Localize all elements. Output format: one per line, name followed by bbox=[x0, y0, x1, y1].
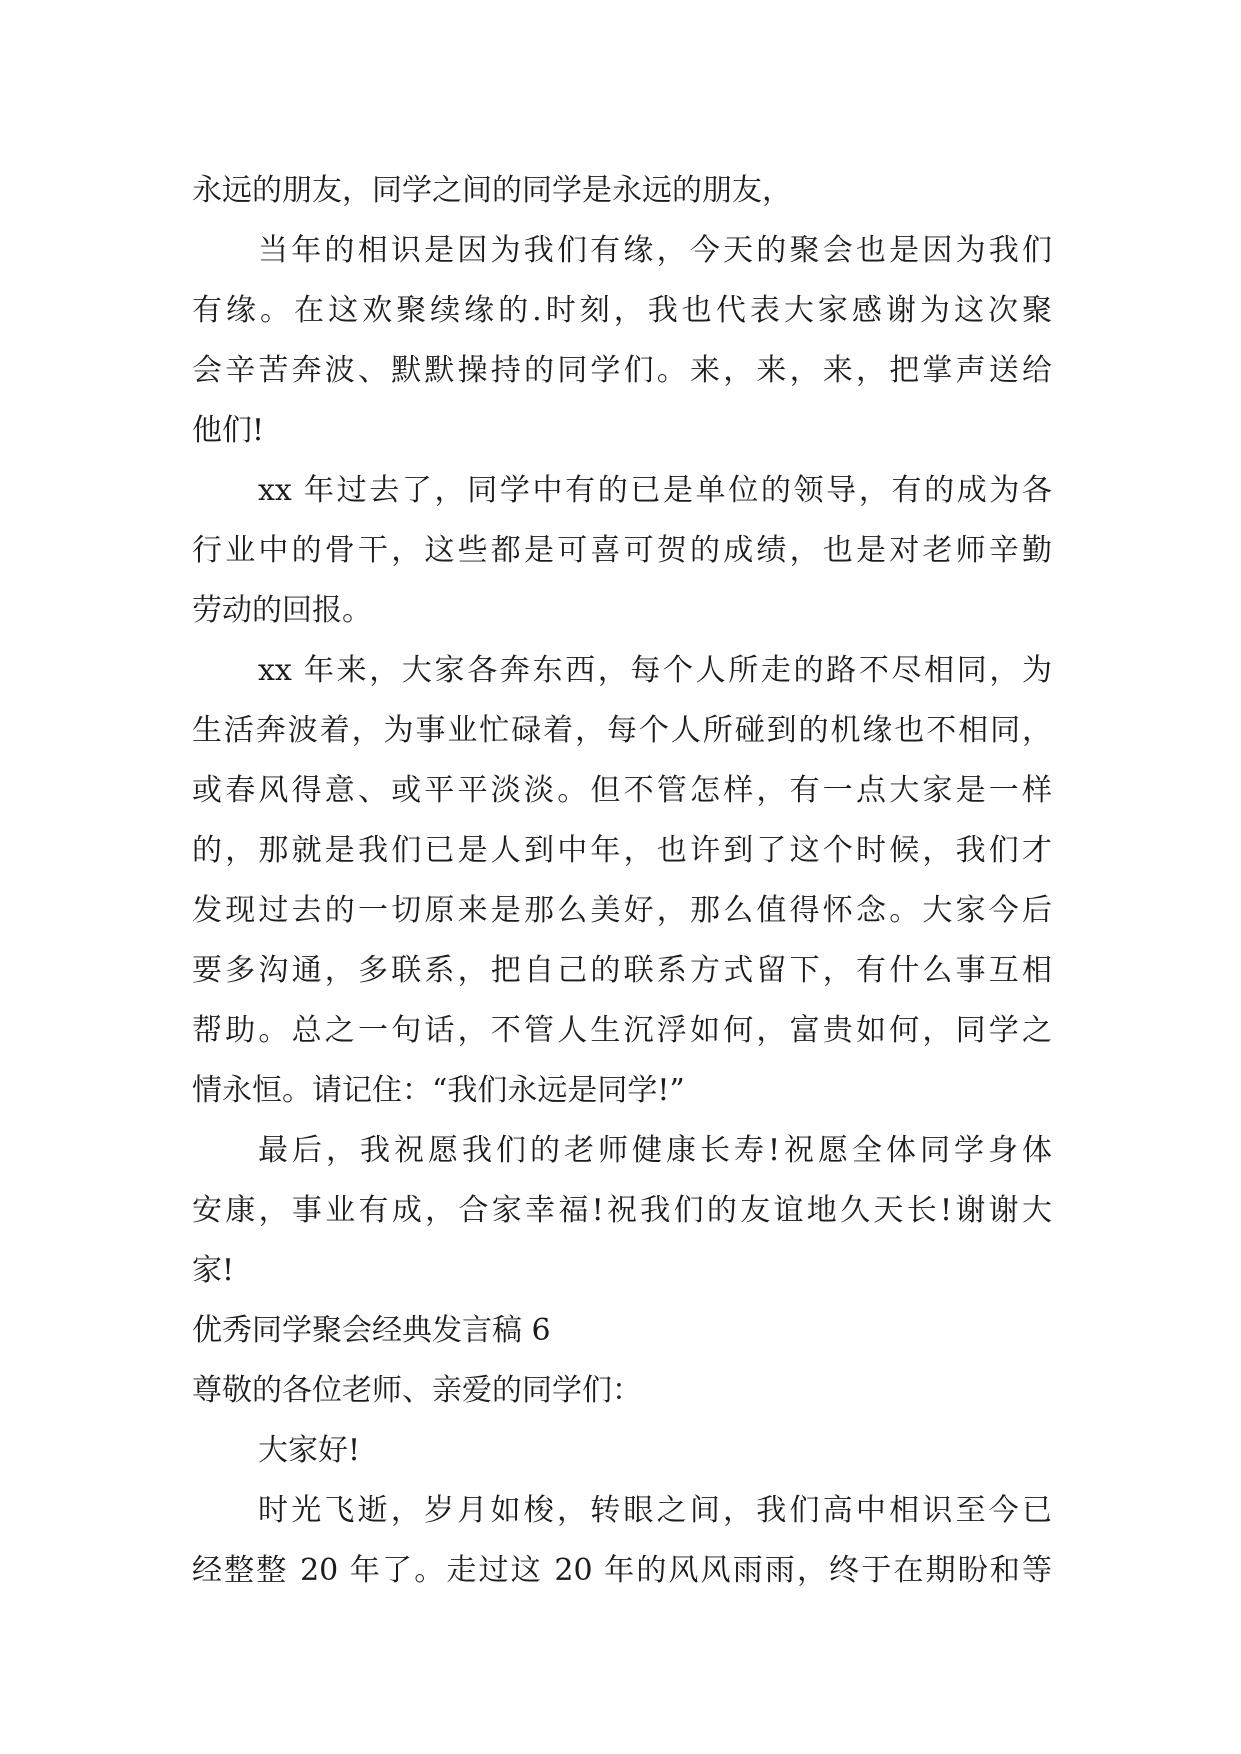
text-line: 劳动的回报。 bbox=[192, 593, 372, 628]
text-line: 或春风得意、或平平淡淡。但不管怎样，有一点大家是一样 bbox=[192, 773, 1052, 808]
text-line: 生活奔波着，为事业忙碌着，每个人所碰到的机缘也不相同， bbox=[192, 713, 1052, 748]
paragraph-first-line: 最后，我祝愿我们的老师健康长寿!祝愿全体同学身体 bbox=[258, 1133, 1052, 1168]
document-page bbox=[192, 161, 1052, 1601]
text-line: 行业中的骨干，这些都是可喜可贺的成绩，也是对老师辛勤 bbox=[192, 533, 1052, 568]
paragraph-first-line: xx 年来，大家各奔东西，每个人所走的路不尽相同，为 bbox=[258, 653, 1052, 688]
text-line: 要多沟通，多联系，把自己的联系方式留下，有什么事互相 bbox=[192, 953, 1052, 988]
text-line: 帮助。总之一句话，不管人生沉浮如何，富贵如何，同学之 bbox=[192, 1013, 1052, 1048]
text-line: 经整整 20 年了。走过这 20 年的风风雨雨，终于在期盼和等 bbox=[192, 1553, 1052, 1588]
paragraph-first-line: 时光飞逝，岁月如梭，转眼之间，我们高中相识至今已 bbox=[258, 1493, 1052, 1528]
paragraph-first-line: xx 年过去了，同学中有的已是单位的领导，有的成为各 bbox=[258, 473, 1052, 508]
text-line: 发现过去的一切原来是那么美好，那么值得怀念。大家今后 bbox=[192, 893, 1052, 928]
text-line: 的，那就是我们已是人到中年，也许到了这个时候，我们才 bbox=[192, 833, 1052, 868]
greeting-line: 大家好! bbox=[258, 1433, 361, 1468]
paragraph-first-line: 当年的相识是因为我们有缘，今天的聚会也是因为我们 bbox=[258, 233, 1052, 268]
text-line: 会辛苦奔波、默默操持的同学们。来，来，来，把掌声送给 bbox=[192, 353, 1052, 388]
text-line: 他们! bbox=[192, 413, 265, 448]
text-line: 家! bbox=[192, 1253, 235, 1288]
section-heading: 优秀同学聚会经典发言稿 6 bbox=[192, 1313, 551, 1348]
text-line: 安康，事业有成，合家幸福!祝我们的友谊地久天长!谢谢大 bbox=[192, 1193, 1052, 1228]
text-line: 有缘。在这欢聚续缘的.时刻，我也代表大家感谢为这次聚 bbox=[192, 293, 1052, 328]
text-line: 情永恒。请记住：“我们永远是同学!” bbox=[192, 1073, 685, 1108]
salutation-line: 尊敬的各位老师、亲爱的同学们： bbox=[192, 1373, 642, 1408]
text-line: 永远的朋友，同学之间的同学是永远的朋友， bbox=[192, 173, 792, 208]
